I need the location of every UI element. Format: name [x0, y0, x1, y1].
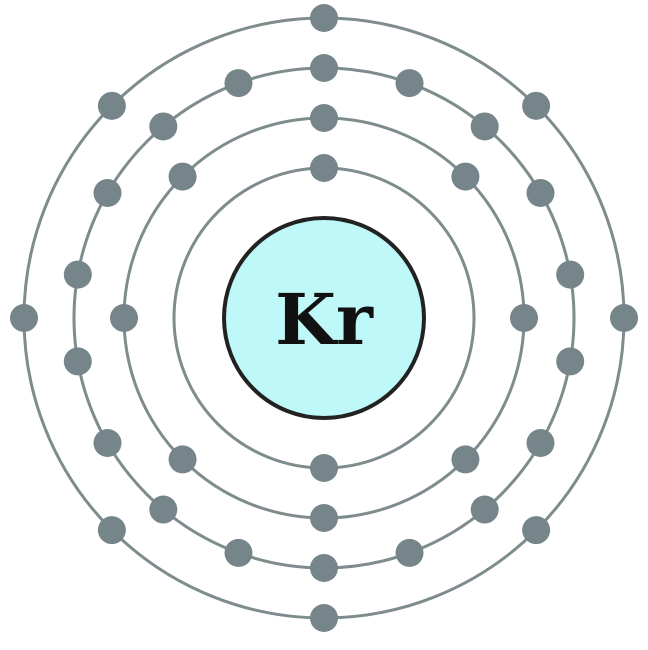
electron-shell-4: [10, 304, 38, 332]
electron-shell-3: [64, 261, 92, 289]
electron-shell-4: [610, 304, 638, 332]
electron-shell-3: [310, 54, 338, 82]
electron-shell-1: [310, 154, 338, 182]
electron-shell-4: [522, 516, 550, 544]
electron-shell-4: [98, 92, 126, 120]
electron-shell-3: [224, 539, 252, 567]
electron-shell-3: [396, 69, 424, 97]
electron-shell-2: [169, 445, 197, 473]
electron-shell-2: [169, 163, 197, 191]
electron-shell-2: [310, 504, 338, 532]
electron-shell-3: [224, 69, 252, 97]
electron-shell-3: [556, 261, 584, 289]
electron-shell-3: [556, 347, 584, 375]
electron-shell-2: [451, 163, 479, 191]
element-symbol: Kr: [275, 278, 373, 361]
electron-shell-4: [310, 4, 338, 32]
electron-shell-3: [93, 429, 121, 457]
electron-shell-4: [310, 604, 338, 632]
electron-shell-2: [110, 304, 138, 332]
electron-shell-2: [510, 304, 538, 332]
electron-shell-3: [93, 179, 121, 207]
nucleus: [224, 218, 424, 418]
electron-shell-3: [149, 112, 177, 140]
electron-shell-4: [522, 92, 550, 120]
electron-shell-3: [527, 429, 555, 457]
electron-shell-1: [310, 454, 338, 482]
electron-shell-2: [310, 104, 338, 132]
electron-shell-2: [451, 445, 479, 473]
electron-shell-3: [527, 179, 555, 207]
electron-shell-3: [471, 112, 499, 140]
electron-shell-3: [149, 496, 177, 524]
electron-shell-3: [471, 496, 499, 524]
electron-shell-4: [98, 516, 126, 544]
electron-shell-3: [396, 539, 424, 567]
electron-shell-3: [310, 554, 338, 582]
electron-shell-3: [64, 347, 92, 375]
